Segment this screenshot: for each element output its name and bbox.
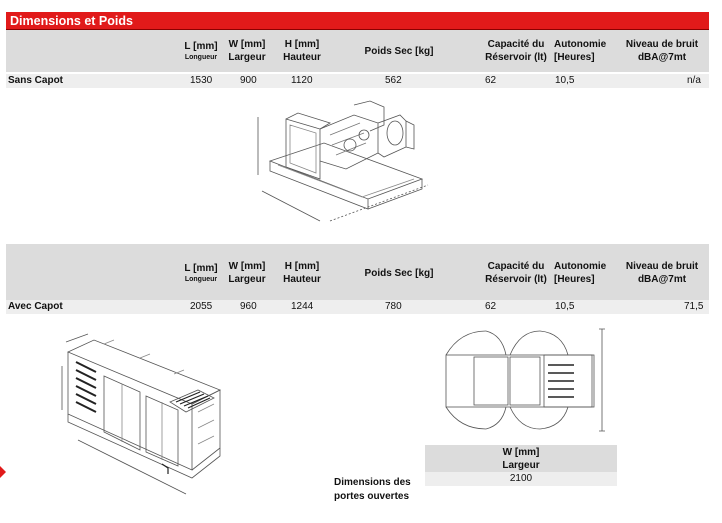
col-weight <box>351 30 447 72</box>
col-autonomy-sub: [Heures] <box>554 274 595 285</box>
col-noise-label: Niveau de bruit <box>625 261 699 272</box>
col-length-sub: Longueur <box>184 54 218 61</box>
col-height-label: H [mm] <box>284 261 320 272</box>
canopy-generator-drawing-icon <box>48 328 238 498</box>
col-noise-sub: dBA@7mt <box>637 52 687 63</box>
open-generator-drawing-icon <box>250 95 435 230</box>
col-tank-label: Capacité du <box>487 39 545 50</box>
cell-weight: 780 <box>385 301 402 312</box>
open-doors-header-sub: Largeur <box>502 460 540 471</box>
open-doors-header <box>425 445 617 472</box>
col-autonomy-sub: [Heures] <box>554 52 595 63</box>
table-header-avec-capot <box>6 244 709 286</box>
open-doors-plan-drawing-icon <box>440 325 610 435</box>
table-row-avec-capot <box>6 300 709 314</box>
cell-width: 900 <box>240 75 257 86</box>
cell-tank: 62 <box>485 75 497 86</box>
col-tank-sub: Réservoir (lt) <box>485 52 547 63</box>
col-length-label: L [mm] <box>184 263 218 274</box>
col-width <box>224 30 270 72</box>
cell-weight: 562 <box>385 75 402 86</box>
col-width-sub: Largeur <box>228 52 266 63</box>
col-noise-label: Niveau de bruit <box>625 39 699 50</box>
open-doors-table <box>425 445 617 486</box>
col-autonomy <box>554 30 616 72</box>
col-autonomy-label: Autonomie <box>554 261 607 272</box>
section-title: Dimensions et Poids <box>6 12 709 30</box>
cell-width: 960 <box>240 301 257 312</box>
cell-noise: 71,5 <box>684 301 704 312</box>
cell-noise: n/a <box>687 75 701 86</box>
col-tank-label: Capacité du <box>487 261 545 272</box>
col-width-label: W [mm] <box>228 261 266 272</box>
col-tank-sub: Réservoir (lt) <box>485 274 547 285</box>
col-noise-sub: dBA@7mt <box>637 274 687 285</box>
col-tank <box>478 30 554 72</box>
open-doors-caption-line2: portes ouvertes <box>334 491 410 502</box>
col-weight-label: Poids Sec [kg] <box>364 267 434 279</box>
col-autonomy-label: Autonomie <box>554 39 607 50</box>
table-header-avec-capot-fill <box>6 286 709 300</box>
col-height-sub: Hauteur <box>283 52 321 63</box>
cell-autonomy: 10,5 <box>555 301 575 312</box>
cell-autonomy: 10,5 <box>555 75 575 86</box>
col-height-sub: Hauteur <box>283 274 321 285</box>
red-arrow-marker-icon <box>0 466 6 478</box>
col-width-label: W [mm] <box>228 39 266 50</box>
row-label: Avec Capot <box>8 301 63 312</box>
table-row-sans-capot <box>6 74 709 88</box>
row-label: Sans Capot <box>8 75 64 86</box>
col-height-label: H [mm] <box>284 39 320 50</box>
open-doors-caption-line1: Dimensions des <box>334 477 411 488</box>
col-length-sub: Longueur <box>184 276 218 283</box>
open-doors-header-label: W [mm] <box>502 447 540 458</box>
cell-length: 2055 <box>190 301 213 312</box>
cell-height: 1120 <box>291 75 313 86</box>
cell-height: 1244 <box>291 301 314 312</box>
open-doors-caption <box>334 476 411 504</box>
col-weight-label: Poids Sec [kg] <box>364 45 434 57</box>
col-length <box>178 30 224 72</box>
col-height <box>274 30 330 72</box>
cell-length: 1530 <box>190 75 213 86</box>
col-noise <box>618 30 706 72</box>
table-header-sans-capot <box>6 30 709 72</box>
col-width-sub: Largeur <box>228 274 266 285</box>
cell-tank: 62 <box>485 301 497 312</box>
col-length-label: L [mm] <box>184 41 218 52</box>
open-doors-value: 2100 <box>425 472 617 486</box>
